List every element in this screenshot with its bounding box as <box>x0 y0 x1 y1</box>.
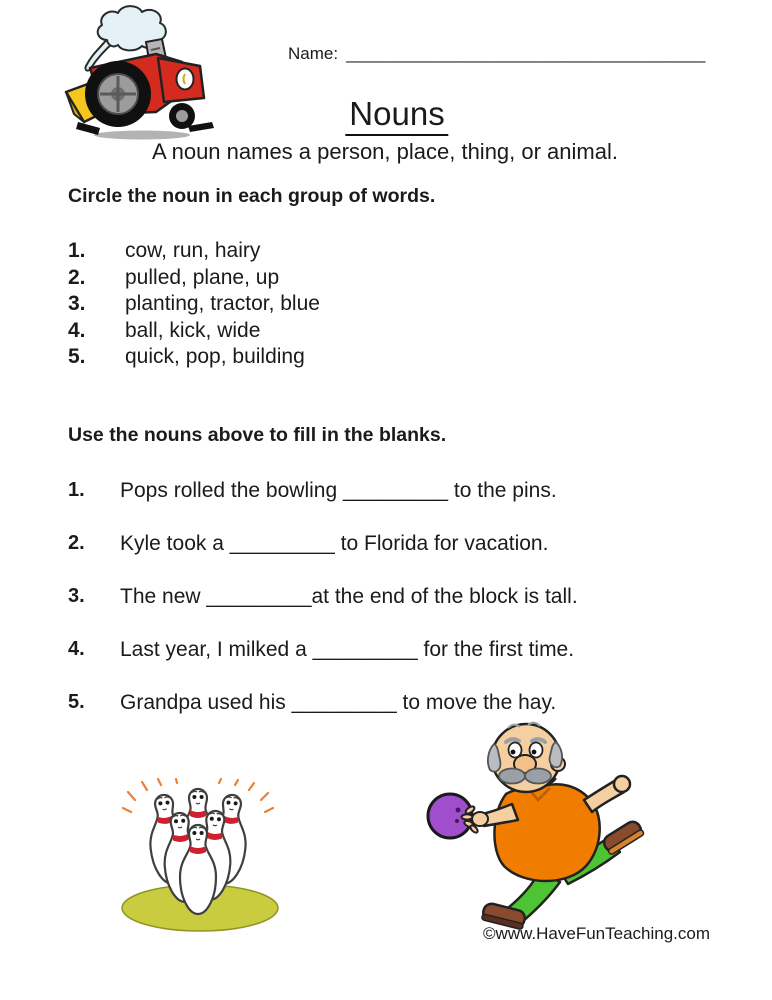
item-words: pulled, plane, up <box>125 265 280 289</box>
section2-heading: Use the nouns above to fill in the blanks. <box>68 424 447 446</box>
item-words: ball, kick, wide <box>125 318 261 342</box>
item-number: 1. <box>68 239 86 262</box>
word-group-item <box>68 344 320 371</box>
item-number: 5. <box>68 345 86 369</box>
worksheet-subtitle: A noun names a person, place, thing, or animal. <box>152 139 618 164</box>
grandpa-bowling-clipart <box>408 700 658 942</box>
word-group-item <box>68 291 320 318</box>
item-number: 5. <box>68 691 85 713</box>
bowling-pins-clipart <box>103 778 303 936</box>
item-sentence: Last year, I milked a _________ for the first time. <box>120 638 575 661</box>
item-number: 2. <box>68 532 85 554</box>
item-words: quick, pop, building <box>125 345 305 369</box>
item-number: 3. <box>68 585 85 607</box>
section1-heading: Circle the noun in each group of words. <box>68 185 436 207</box>
item-number: 4. <box>68 638 85 660</box>
word-group-item <box>68 238 320 265</box>
tractor-clipart <box>60 4 220 142</box>
fill-blank-item <box>68 638 574 662</box>
fill-blank-item <box>68 585 578 609</box>
word-group-list <box>68 238 320 371</box>
item-sentence: Pops rolled the bowling _________ to the pins. <box>120 479 557 502</box>
item-sentence: Kyle took a _________ to Florida for vacation. <box>120 532 549 555</box>
item-words: cow, run, hairy <box>125 239 261 262</box>
fill-blank-item <box>68 479 557 503</box>
fill-blank-item <box>68 532 548 556</box>
name-row <box>288 44 705 64</box>
item-sentence: Grandpa used his _________ to move the hay. <box>120 691 557 714</box>
word-group-item <box>68 265 320 292</box>
item-number: 3. <box>68 292 86 316</box>
item-number: 1. <box>68 479 85 501</box>
item-words: planting, tractor, blue <box>125 292 320 316</box>
name-blank-line: ______________________________________ <box>346 44 706 63</box>
item-number: 4. <box>68 318 86 342</box>
worksheet-title: Nouns <box>345 95 448 136</box>
footer-credit: ©www.HaveFunTeaching.com <box>483 924 711 943</box>
name-label: Name: <box>288 44 339 63</box>
item-sentence: The new _________at the end of the block is tall. <box>120 585 578 608</box>
word-group-item <box>68 318 320 345</box>
item-number: 2. <box>68 265 86 289</box>
